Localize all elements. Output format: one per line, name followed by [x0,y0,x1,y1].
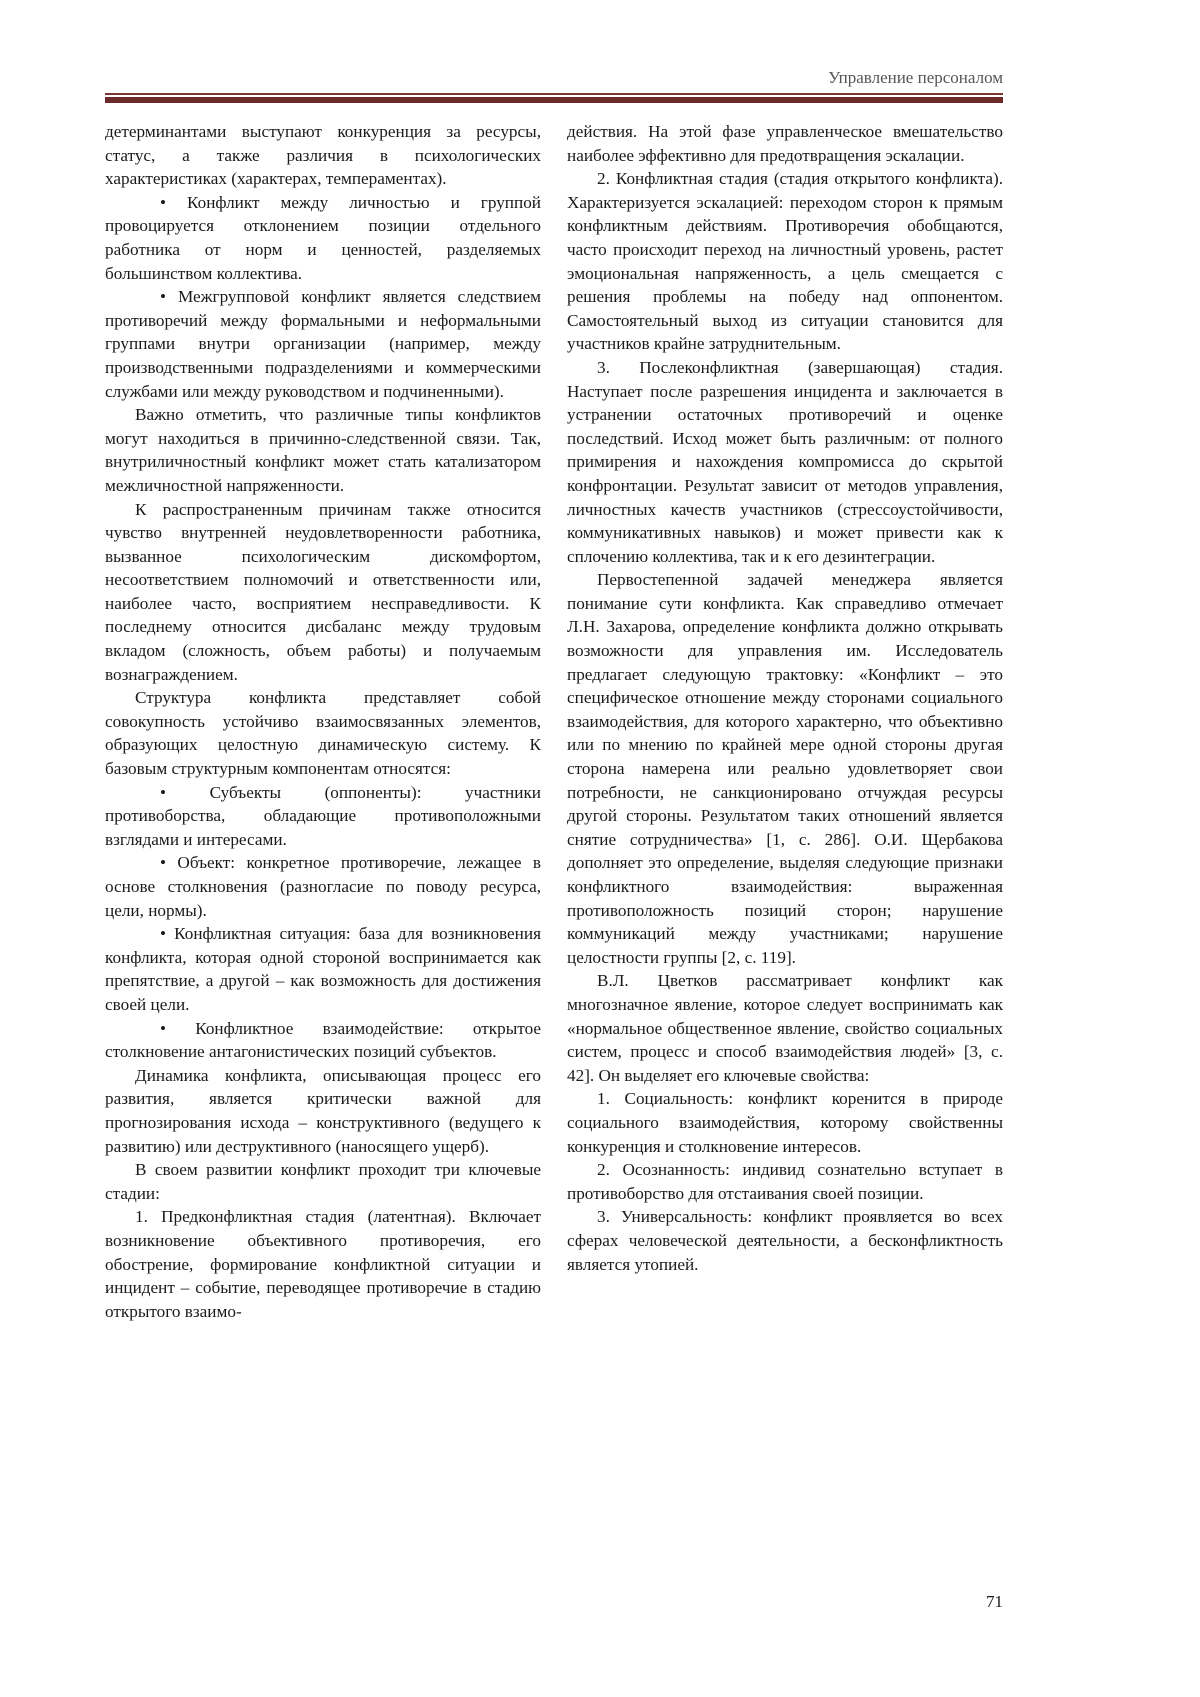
bullet-paragraph: • Конфликтное взаимодействие: открытое столкновение антагонистических позиций субъектов. [105,1018,541,1062]
paragraph: Важно отметить, что различные типы конфликтов могут находиться в причинно-следственной связи. Так, внутриличностный конфликт может стать катализатором межличностной напряженности. [105,405,541,495]
right-column [567,120,1003,1276]
paragraph: детерминантами выступают конкуренция за ресурсы, статус, а также различия в психологических характеристиках (характерах, темпераментах). [105,122,541,189]
bullet-paragraph: • Объект: конкретное противоречие, лежащее в основе столкновения (разногласие по поводу ресурса, цели, нормы). [105,853,541,920]
left-column [105,120,541,1323]
running-header: Управление персоналом [828,68,1003,87]
bullet-paragraph: • Конфликт между личностью и группой провоцируется отклонением позиции отдельного работника от норм и ценностей, разделяемых большинством коллектива. [105,192,541,283]
paragraph: 2. Осознанность: индивид сознательно вступает в противоборство для отстаивания своей позиции. [567,1160,1003,1203]
paragraph: 3. Универсальность: конфликт проявляется во всех сферах человеческой деятельности, а бесконфликтность является утопией. [567,1207,1003,1274]
paragraph: В.Л. Цветков рассматривает конфликт как многозначное явление, которое следует воспринимать как «нормальное общественное явление, свойство социальных систем, процесс и способ взаимодействия людей» [3, с. 42]. Он выделяет его ключевые свойства: [567,971,1003,1085]
page-number: 71 [986,1592,1003,1611]
paragraph: Динамика конфликта, описывающая процесс его развития, является критически важной для прогнозирования исхода – конструктивного (ведущего к развитию) или деструктивного (наносящего ущерб). [105,1065,541,1156]
bullet-paragraph: • Субъекты (оппоненты): участники противоборства, обладающие противоположными взглядами и интересами. [105,782,541,849]
paragraph: 1. Социальность: конфликт коренится в природе социального взаимодействия, которому свойственны конкуренция и столкновение интересов. [567,1089,1003,1156]
bullet-paragraph: • Конфликтная ситуация: база для возникновения конфликта, которая одной стороной воспринимается как препятствие, а другой – как возможность для достижения своей цели. [105,924,541,1014]
paragraph: Первостепенной задачей менеджера является понимание сути конфликта. Как справедливо отмечает Л.Н. Захарова, определение конфликта должно открывать возможности для управления им. Исследователь предлагает следующую трактовку: «Конфликт – это специфическое отношение между сторонами социального взаимодействия, для которого характерно, что объективно или по мнению по крайней мере одной стороны другая сторона намерена или реально удовлетворяет свои потребности, не санкционировано отчуждая ресурсы другой стороны. Результатом таких отношений является снятие сотрудничества» [1, с. 286]. О.И. Щербакова дополняет это определение, выделяя следующие признаки конфликтного взаимодействия: выраженная противоположность позиций сторон; нарушение коммуникаций между участниками; нарушение целостности группы [2, с. 119]. [567,570,1003,967]
header-rule-thin [105,93,1003,95]
paragraph: К распространенным причинам также относится чувство внутренней неудовлетворенности работника, вызванное психологическим дискомфортом, несоответствием полномочий и ответственности или, наиболее часто, восприятием несправедливости. К последнему относится дисбаланс между трудовым вкладом (сложность, объем работы) и получаемым вознаграждением. [105,499,541,684]
paragraph: 2. Конфликтная стадия (стадия открытого конфликта). Характеризуется эскалацией: переходом сторон к прямым конфликтным действиям. Противоречия обобщаются, часто происходит переход на личностный уровень, растет эмоциональная напряженность, а цель смещается с решения проблемы на победу над оппонентом. Самостоятельный выход из ситуации становится для участников крайне затруднительным. [567,169,1003,354]
header-rule-thick [105,97,1003,103]
paragraph: В своем развитии конфликт проходит три ключевые стадии: [105,1160,541,1203]
bullet-paragraph: • Межгрупповой конфликт является следствием противоречий между формальными и неформальными группами внутри организации (например, между производственными подразделениями и коммерческими службами или между руководством и подчиненными). [105,287,541,401]
paragraph: Структура конфликта представляет собой совокупность устойчиво взаимосвязанных элементов, образующих целостную динамическую систему. К базовым структурным компонентам относятся: [105,688,541,779]
paragraph: 3. Послеконфликтная (завершающая) стадия. Наступает после разрешения инцидента и заключается в устранении остаточных противоречий и оценке последствий. Исход может быть различным: от полного примирения и нахождения компромисса до скрытой конфронтации. Результат зависит от методов управления, личностных качеств участников (стрессоустойчивости, коммуникативных навыков) и может привести как к сплочению коллектива, так и к его дезинтеграции. [567,357,1003,566]
paragraph: 1. Предконфликтная стадия (латентная). Включает возникновение объективного противоречия, его обострение, формирование конфликтной ситуации и инцидент – событие, переводящее противоречие в стадию открытого взаимо- [105,1207,541,1321]
paragraph: действия. На этой фазе управленческое вмешательство наиболее эффективно для предотвращения эскалации. [567,122,1003,165]
